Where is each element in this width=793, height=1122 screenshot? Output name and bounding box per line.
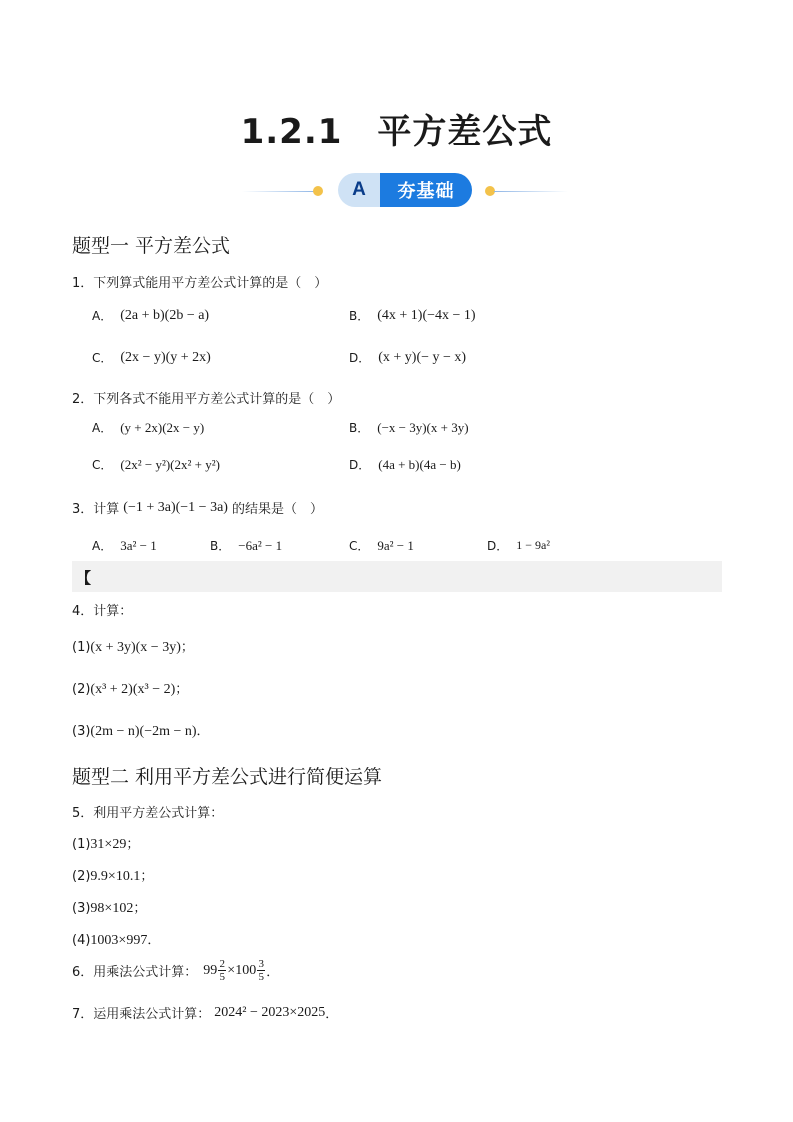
q2-option-a bbox=[92, 419, 204, 436]
option-expr: (y + 2x)(2x − y) bbox=[120, 419, 205, 435]
q2-option-c bbox=[92, 456, 220, 473]
option-letter: D． bbox=[487, 539, 509, 553]
fraction-denominator: 5 bbox=[258, 971, 264, 983]
answer-bar bbox=[72, 561, 722, 592]
question-2-stem: 2．下列各式不能用平方差公式计算的是（ ） bbox=[72, 392, 341, 407]
q6-times: × bbox=[227, 962, 236, 978]
q3-option-b bbox=[210, 537, 282, 554]
option-letter: B． bbox=[349, 421, 370, 435]
q6-whole-1: 99 bbox=[203, 962, 218, 978]
q5-item-1 bbox=[72, 833, 139, 853]
q6-stem: 6．用乘法公式计算： bbox=[72, 965, 198, 980]
q3-stem-expr: (−1 + 3a)(−1 − 3a) bbox=[123, 499, 228, 515]
q3-stem-suffix: 的结果是（ ） bbox=[231, 502, 323, 517]
q3-option-d bbox=[487, 537, 550, 554]
item-end: ； bbox=[140, 869, 154, 884]
q5-item-2 bbox=[72, 865, 153, 885]
question-4-stem: 4．计算： bbox=[72, 604, 133, 619]
option-expr: (4x + 1)(−4x − 1) bbox=[377, 307, 476, 323]
item-end: ； bbox=[126, 837, 140, 852]
q6-end: ． bbox=[266, 965, 280, 980]
option-letter: C． bbox=[349, 539, 370, 553]
item-expr: (x³ + 2)(x³ − 2) bbox=[90, 682, 176, 697]
q7-expr: 2024² − 2023×2025 bbox=[214, 1004, 326, 1020]
q4-item-2 bbox=[72, 678, 188, 698]
q4-item-1 bbox=[72, 636, 194, 656]
decorative-line-right bbox=[494, 191, 568, 192]
option-letter: B． bbox=[210, 539, 231, 553]
question-5-stem: 5．利用平方差公式计算： bbox=[72, 806, 224, 821]
option-letter: A． bbox=[92, 421, 113, 435]
q5-item-3 bbox=[72, 897, 146, 917]
fraction-numerator: 3 bbox=[258, 958, 264, 970]
option-letter: B． bbox=[349, 309, 370, 323]
decorative-dot-left bbox=[313, 186, 323, 196]
q2-option-b bbox=[349, 419, 469, 436]
item-expr: (2m − n)(−2m − n) bbox=[90, 724, 197, 739]
option-expr: 3a² − 1 bbox=[120, 537, 157, 553]
q5-item-4 bbox=[72, 929, 160, 949]
section-title-2: 题型二 利用平方差公式进行简便运算 bbox=[72, 766, 383, 788]
item-number: (2) bbox=[72, 682, 91, 697]
q2-option-d bbox=[349, 456, 461, 473]
q3-option-a bbox=[92, 537, 157, 554]
item-expr: 1003×997 bbox=[90, 933, 148, 948]
item-expr: (x + 3y)(x − 3y) bbox=[90, 640, 181, 655]
fraction-denominator: 5 bbox=[219, 971, 226, 983]
item-expr: 98×102 bbox=[90, 901, 134, 916]
q3-option-c bbox=[349, 537, 414, 554]
item-number: (4) bbox=[72, 933, 91, 948]
option-expr: (x + y)(− y − x) bbox=[378, 349, 467, 365]
option-letter: D． bbox=[349, 351, 371, 365]
item-end: ； bbox=[180, 640, 194, 655]
q7-stem: 7．运用乘法公式计算： bbox=[72, 1007, 211, 1022]
question-1-stem: 1．下列算式能用平方差公式计算的是（ ） bbox=[72, 276, 328, 291]
item-number: (3) bbox=[72, 724, 91, 739]
q6-fraction-2 bbox=[257, 958, 265, 983]
option-letter: D． bbox=[349, 458, 371, 472]
option-expr: (−x − 3y)(x + 3y) bbox=[377, 419, 469, 435]
option-expr: −6a² − 1 bbox=[238, 537, 283, 553]
option-expr: (2a + b)(2b − a) bbox=[120, 307, 210, 323]
q4-item-3 bbox=[72, 720, 210, 740]
option-letter: C． bbox=[92, 351, 113, 365]
option-expr: 9a² − 1 bbox=[377, 537, 414, 553]
badge-letter: A bbox=[338, 173, 380, 207]
answer-bracket: 【 bbox=[76, 569, 92, 587]
option-expr: 1 − 9a² bbox=[516, 538, 550, 552]
option-letter: C． bbox=[92, 458, 113, 472]
item-number: (1) bbox=[72, 837, 91, 852]
option-letter: A． bbox=[92, 309, 113, 323]
item-end: ． bbox=[147, 933, 161, 948]
option-letter: A． bbox=[92, 539, 113, 553]
item-number: (3) bbox=[72, 901, 91, 916]
q1-option-a bbox=[92, 307, 209, 324]
q6-whole-2: 100 bbox=[235, 962, 257, 978]
q3-stem-prefix: 3．计算 bbox=[72, 502, 120, 517]
item-number: (1) bbox=[72, 640, 91, 655]
item-end: ； bbox=[175, 682, 189, 697]
question-6 bbox=[72, 958, 279, 983]
question-7 bbox=[72, 1003, 338, 1022]
item-expr: 31×29 bbox=[90, 837, 127, 852]
option-expr: (4a + b)(4a − b) bbox=[378, 456, 461, 472]
q1-option-c bbox=[92, 349, 211, 366]
item-end: ； bbox=[133, 901, 147, 916]
badge-label: 夯基础 bbox=[380, 173, 472, 207]
q6-fraction-1 bbox=[218, 958, 226, 983]
q7-end: ． bbox=[325, 1007, 339, 1022]
q1-option-d bbox=[349, 349, 466, 366]
decorative-line-left bbox=[242, 191, 316, 192]
item-end: ． bbox=[196, 724, 210, 739]
question-3-stem bbox=[72, 498, 323, 517]
item-number: (2) bbox=[72, 869, 91, 884]
item-expr: 9.9×10.1 bbox=[90, 869, 141, 884]
section-title-1: 题型一 平方差公式 bbox=[72, 235, 231, 257]
page-title: 1.2.1 平方差公式 bbox=[240, 112, 553, 152]
fraction-numerator: 2 bbox=[219, 958, 226, 970]
level-badge bbox=[338, 173, 472, 207]
option-expr: (2x² − y²)(2x² + y²) bbox=[120, 456, 220, 472]
q1-option-b bbox=[349, 307, 476, 324]
option-expr: (2x − y)(y + 2x) bbox=[120, 349, 211, 365]
